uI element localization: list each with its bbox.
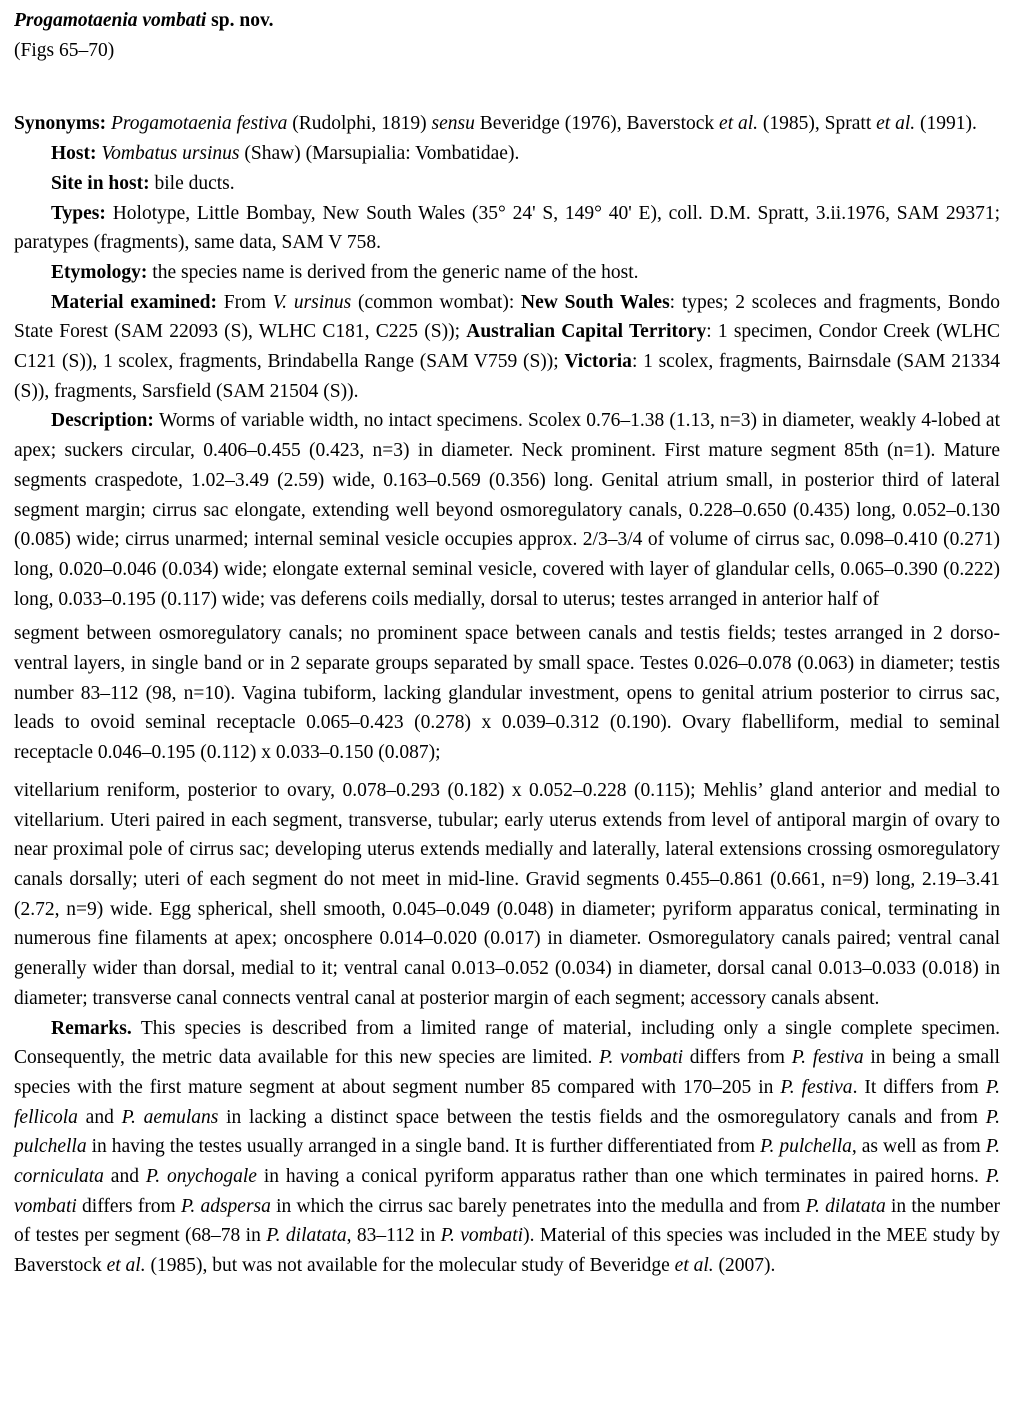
paragraph-etymology: Etymology: the species name is derived from the generic name of the host. <box>51 261 639 283</box>
paragraph-description-part2: segment between osmoregulatory canals; no prominent space between canals and testis fields; testes arranged in 2 dorso-ventral layers, in single band or in 2 separate groups separated by small space. Testes 0.026–0.078 (0.063) in diameter; testis number 83–112 (98, n=10). Vagina tubiform, lacking glandular investment, opens to genital atrium posterior to cirrus sac, leads to ovoid seminal receptacle 0.065–0.423 (0.278) x 0.039–0.312 (0.190). Ovary flabelliform, medial to seminal receptacle 0.046–0.195 (0.112) x 0.033–0.150 (0.087); <box>14 623 1000 764</box>
paragraph-remarks: Remarks. This species is described from a limited range of material, including only a single complete specimen. Consequently, the metric data available for this new species are limited. P. vombati differs from P. festiva in being a small species with the first mature segment at about segment number 85 compared with 170–205 in P. festiva. It differs from P. fellicola and P. aemulans in lacking a distinct space between the testis fields and the osmoregulatory canals and from P. pulchella in having the testes usually arranged in a single band. It is further differentiated from P. pulchella, as well as from P. corniculata and P. onychogale in having a conical pyriform apparatus rather than one which terminates in paired horns. P. vombati differs from P. adspersa in which the cirrus sac barely penetrates into the medulla and from P. dilatata in the number of testes per segment (68–78 in P. dilatata, 83–112 in P. vombati). Material of this species was included in the MEE study by Baverstock et al. (1985), but was not available for the molecular study of Beveridge et al. (2007). <box>14 1017 1001 1277</box>
paragraph-material-examined: Material examined: From V. ursinus (common wombat): New South Wales: types; 2 scoleces and fragments, Bondo State Forest (SAM 22093 (S), WLHC C181, C225 (S)); Australian Capital Territory: 1 specimen, Condor Creek (WLHC C121 (S)), 1 scolex, fragments, Brindabella Range (SAM V759 (S)); Victoria: 1 scolex, fragments, Bairnsdale (SAM 21334 (S)), fragments, Sarsfield (SAM 21504 (S)). <box>14 291 1001 402</box>
paragraph-types: Types: Holotype, Little Bombay, New South Wales (35° 24' S, 149° 40' E), coll. D.M. Spratt, 3.ii.1976, SAM 29371; paratypes (fragments), same data, SAM V 758. <box>14 202 1000 254</box>
paragraph-description-part3: vitellarium reniform, posterior to ovary, 0.078–0.293 (0.182) x 0.052–0.228 (0.115); Mehlis’ gland anterior and medial to vitellarium. Uteri paired in each segment, transverse, tubular; early uterus extends from level of antiporal margin of ovary to near proximal pole of cirrus sac; developing uterus extends medially and laterally, lateral extensions crossing osmoregulatory canals dorsally; uteri of each segment do not meet in mid-line. Gravid segments 0.455–0.861 (0.661, n=9) long, 2.19–3.41 (2.72, n=9) wide. Egg spherical, shell smooth, 0.045–0.049 (0.048) in diameter; pyriform apparatus conical, terminating in numerous fine filaments at apex; oncosphere 0.014–0.020 (0.017) in diameter. Osmoregulatory canals paired; ventral canal generally wider than dorsal, medial to it; ventral canal 0.013–0.052 (0.034) in diameter, dorsal canal 0.013–0.033 (0.018) in diameter; transverse canal connects ventral canal at posterior margin of each segment; accessory canals absent. <box>14 779 1000 1009</box>
paragraph-description-part1: Description: Worms of variable width, no intact specimens. Scolex 0.76–1.38 (1.13, n=3) in diameter, weakly 4-lobed at apex; suckers circular, 0.406–0.455 (0.423, n=3) in diameter. Neck prominent. First mature segment 85th (n=1). Mature segments craspedote, 1.02–3.49 (2.59) wide, 0.163–0.569 (0.356) long. Genital atrium small, in posterior third of lateral segment margin; cirrus sac elongate, extending well beyond osmoregulatory canals, 0.228–0.650 (0.435) long, 0.052–0.130 (0.085) wide; cirrus unarmed; internal seminal vesicle occupies approx. 2/3–3/4 of volume of cirrus sac, 0.098–0.410 (0.271) long, 0.020–0.046 (0.034) wide; elongate external seminal vesicle, covered with layer of glandular cells, 0.065–0.390 (0.222) long, 0.033–0.195 (0.117) wide; vas deferens coils medially, dorsal to uterus; testes arranged in anterior half of <box>14 410 1000 610</box>
species-heading: Progamotaenia vombati sp. nov. <box>14 10 274 31</box>
figs-reference: (Figs 65–70) <box>14 39 115 61</box>
paragraph-host: Host: Vombatus ursinus (Shaw) (Marsupialia: Vombatidae). <box>51 143 520 165</box>
paragraph-synonyms: Synonyms: Progamotaenia festiva (Rudolphi, 1819) sensu Beveridge (1976), Baverstock et al. (1985), Spratt et al. (1991). <box>14 113 977 135</box>
paragraph-site-in-host: Site in host: bile ducts. <box>51 172 235 194</box>
